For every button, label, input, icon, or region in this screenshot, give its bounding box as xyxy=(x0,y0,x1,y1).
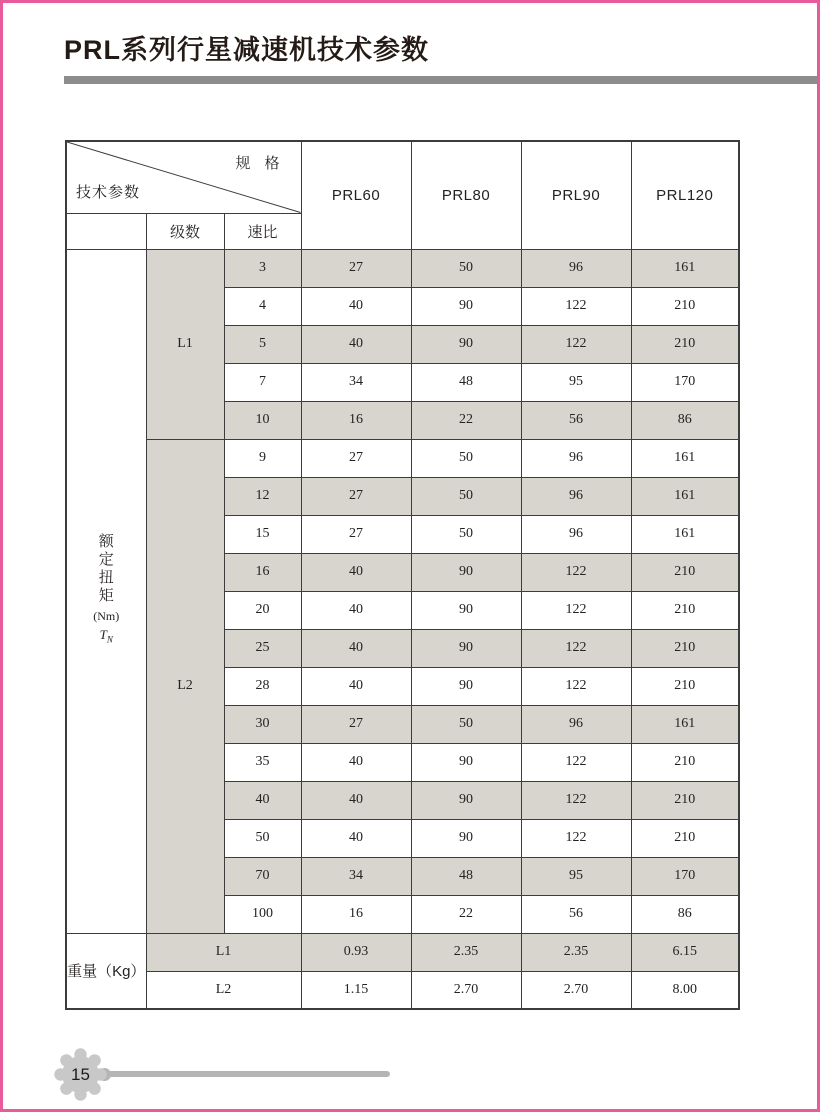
ratio-cell: 28 xyxy=(224,667,301,705)
value-cell: 90 xyxy=(411,819,521,857)
ratio-cell: 12 xyxy=(224,477,301,515)
value-cell: 40 xyxy=(301,325,411,363)
value-cell: 27 xyxy=(301,477,411,515)
weight-stage-cell: L2 xyxy=(146,971,301,1009)
value-cell: 40 xyxy=(301,667,411,705)
value-cell: 40 xyxy=(301,781,411,819)
value-cell: 210 xyxy=(631,553,739,591)
ratio-cell: 20 xyxy=(224,591,301,629)
value-cell: 40 xyxy=(301,287,411,325)
value-cell: 210 xyxy=(631,781,739,819)
value-cell: 90 xyxy=(411,743,521,781)
header-row-1 xyxy=(66,141,739,213)
value-cell: 50 xyxy=(411,705,521,743)
value-cell: 170 xyxy=(631,363,739,401)
page-title: PRL系列行星减速机技术参数 xyxy=(64,35,429,65)
value-cell: 27 xyxy=(301,439,411,477)
ratio-cell: 25 xyxy=(224,629,301,667)
value-cell: 50 xyxy=(411,515,521,553)
weight-value-cell: 2.35 xyxy=(411,933,521,971)
weight-value-cell: 0.93 xyxy=(301,933,411,971)
value-cell: 122 xyxy=(521,591,631,629)
value-cell: 40 xyxy=(301,743,411,781)
column-header-prl80: PRL80 xyxy=(411,141,521,249)
ratio-cell: 35 xyxy=(224,743,301,781)
footer-decorative-line xyxy=(108,1071,390,1077)
weight-value-cell: 8.00 xyxy=(631,971,739,1009)
value-cell: 22 xyxy=(411,401,521,439)
value-cell: 16 xyxy=(301,401,411,439)
value-cell: 90 xyxy=(411,591,521,629)
value-cell: 90 xyxy=(411,781,521,819)
corner-cell xyxy=(66,141,301,213)
value-cell: 122 xyxy=(521,629,631,667)
ratio-cell: 100 xyxy=(224,895,301,933)
weight-value-cell: 2.70 xyxy=(411,971,521,1009)
value-cell: 50 xyxy=(411,249,521,287)
ratio-cell: 3 xyxy=(224,249,301,287)
value-cell: 90 xyxy=(411,667,521,705)
value-cell: 90 xyxy=(411,553,521,591)
value-cell: 122 xyxy=(521,781,631,819)
value-cell: 40 xyxy=(301,819,411,857)
value-cell: 48 xyxy=(411,363,521,401)
value-cell: 210 xyxy=(631,819,739,857)
value-cell: 56 xyxy=(521,401,631,439)
spec-table xyxy=(65,140,740,1010)
value-cell: 16 xyxy=(301,895,411,933)
ratio-header: 速比 xyxy=(224,213,301,249)
torque-axis-label: 额 定 扭 矩 (Nm) $T_N$ xyxy=(66,249,146,933)
value-cell: 96 xyxy=(521,515,631,553)
value-cell: 210 xyxy=(631,287,739,325)
value-cell: 161 xyxy=(631,705,739,743)
value-cell: 95 xyxy=(521,857,631,895)
value-cell: 96 xyxy=(521,705,631,743)
value-cell: 27 xyxy=(301,705,411,743)
value-cell: 50 xyxy=(411,439,521,477)
column-header-prl90: PRL90 xyxy=(521,141,631,249)
ratio-cell: 5 xyxy=(224,325,301,363)
value-cell: 90 xyxy=(411,325,521,363)
value-cell: 90 xyxy=(411,287,521,325)
value-cell: 40 xyxy=(301,591,411,629)
table-row xyxy=(66,439,739,477)
ratio-cell: 70 xyxy=(224,857,301,895)
value-cell: 210 xyxy=(631,667,739,705)
ratio-cell: 50 xyxy=(224,819,301,857)
value-cell: 96 xyxy=(521,439,631,477)
value-cell: 122 xyxy=(521,553,631,591)
weight-label: 重量（Kg） xyxy=(66,933,146,1009)
weight-row xyxy=(66,933,739,971)
value-cell: 27 xyxy=(301,515,411,553)
stage-cell: L2 xyxy=(146,439,224,933)
value-cell: 122 xyxy=(521,667,631,705)
value-cell: 34 xyxy=(301,857,411,895)
weight-value-cell: 2.35 xyxy=(521,933,631,971)
value-cell: 210 xyxy=(631,743,739,781)
stage-header: 级数 xyxy=(146,213,224,249)
column-header-prl120: PRL120 xyxy=(631,141,739,249)
corner-label-params: 技术参数 xyxy=(76,183,141,201)
value-cell: 96 xyxy=(521,477,631,515)
value-cell: 40 xyxy=(301,553,411,591)
value-cell: 27 xyxy=(301,249,411,287)
value-cell: 56 xyxy=(521,895,631,933)
value-cell: 122 xyxy=(521,743,631,781)
value-cell: 161 xyxy=(631,515,739,553)
ratio-cell: 7 xyxy=(224,363,301,401)
spec-table-container xyxy=(65,140,740,1010)
value-cell: 122 xyxy=(521,287,631,325)
ratio-cell: 30 xyxy=(224,705,301,743)
ratio-cell: 16 xyxy=(224,553,301,591)
value-cell: 86 xyxy=(631,401,739,439)
weight-value-cell: 1.15 xyxy=(301,971,411,1009)
weight-value-cell: 2.70 xyxy=(521,971,631,1009)
ratio-cell: 10 xyxy=(224,401,301,439)
value-cell: 210 xyxy=(631,325,739,363)
value-cell: 40 xyxy=(301,629,411,667)
blank-header-cell xyxy=(66,213,146,249)
page-number: 15 xyxy=(71,1064,90,1084)
value-cell: 86 xyxy=(631,895,739,933)
ratio-cell: 15 xyxy=(224,515,301,553)
ratio-cell: 4 xyxy=(224,287,301,325)
value-cell: 95 xyxy=(521,363,631,401)
value-cell: 50 xyxy=(411,477,521,515)
title-underline-bar xyxy=(64,76,817,84)
value-cell: 90 xyxy=(411,629,521,667)
value-cell: 161 xyxy=(631,439,739,477)
ratio-cell: 9 xyxy=(224,439,301,477)
weight-stage-cell: L1 xyxy=(146,933,301,971)
table-row xyxy=(66,249,739,287)
weight-row xyxy=(66,971,739,1009)
value-cell: 48 xyxy=(411,857,521,895)
weight-value-cell: 6.15 xyxy=(631,933,739,971)
value-cell: 161 xyxy=(631,477,739,515)
value-cell: 161 xyxy=(631,249,739,287)
value-cell: 210 xyxy=(631,629,739,667)
column-header-prl60: PRL60 xyxy=(301,141,411,249)
value-cell: 122 xyxy=(521,325,631,363)
value-cell: 34 xyxy=(301,363,411,401)
value-cell: 22 xyxy=(411,895,521,933)
stage-cell: L1 xyxy=(146,249,224,439)
value-cell: 96 xyxy=(521,249,631,287)
page-number-gear-icon xyxy=(52,1046,109,1103)
corner-label-spec: 规 格 xyxy=(235,155,285,172)
value-cell: 210 xyxy=(631,591,739,629)
ratio-cell: 40 xyxy=(224,781,301,819)
value-cell: 170 xyxy=(631,857,739,895)
value-cell: 122 xyxy=(521,819,631,857)
